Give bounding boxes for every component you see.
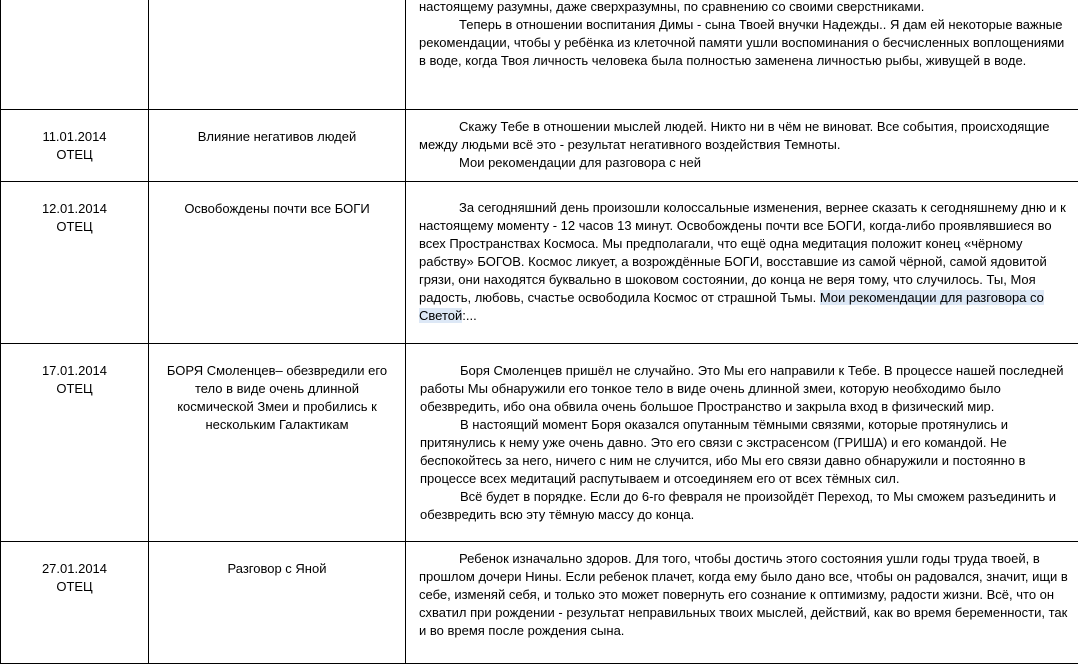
topic-cell [149, 110, 406, 182]
message-paragraph: Боря Смоленцев пришёл не случайно. Это Мы его направили к Тебе. В процессе нашей последней работы Мы обнаружили его тонкое тело в виде очень длинной змеи, которую необходимо было обезвредить, ибо она обвила очень большое Пространство и закрыла вход в физический мир. [420, 362, 1071, 416]
date-text: 27.01.2014 [1, 560, 148, 578]
date-cell [1, 182, 149, 344]
message-cell [406, 0, 1078, 110]
topic-cell [149, 542, 406, 664]
message-paragraph: В настоящий момент Боря оказался опутанным тёмными связями, которые протянулись и притянулись к нему уже очень давно. Это его связи с экстрасенсом (ГРИША) и его командой. Не беспокойтесь за него, ничего с ним не случится, ибо Мы его связи давно обнаружили и постоянно в процессе всех медитаций распутываем и отсоединяем его от всех тёмных сил. [420, 416, 1071, 488]
message-paragraph: Скажу Тебе в отношении мыслей людей. Никто ни в чём не виноват. Все события, происходящие между людьми всё это - результат негативного воздействия Темноты. [419, 118, 1071, 154]
date-text: 12.01.2014 [1, 200, 148, 218]
topic-cell [149, 344, 406, 542]
date-text: 11.01.2014 [1, 128, 148, 146]
message-paragraph: настоящему разумны, даже сверхразумны, по сравнению со своими сверстниками. [419, 0, 1071, 16]
topic-text: Влияние негативов людей [149, 110, 405, 146]
author-text: ОТЕЦ [1, 578, 148, 596]
date-cell [1, 0, 149, 110]
topic-cell [149, 0, 406, 110]
author-text: ОТЕЦ [1, 146, 148, 164]
table-row [1, 0, 1078, 110]
topic-text [149, 0, 405, 16]
date-cell [1, 110, 149, 182]
message-text: За сегодняшний день произошли колоссальные изменения, вернее сказать к сегодняшнему дню и к настоящему моменту - 12 часов 13 минут. Освобождены почти все БОГИ, когда-либо проявлявшиеся во всех Пространствах Космоса. Мы предполагали, что ещё одна медитация положит конец «чёрному рабству» БОГОВ. Космос ликует, а возрождённые БОГИ, восставшие из самой чёрной, самой ядовитой грязи, они находятся буквально в шоковом состоянии, до конца не веря тому, что случилось. Ты, Моя радость, любовь, счастье освободила Космос от страшной Тьмы. [419, 200, 1066, 305]
message-paragraph: Ребенок изначально здоров. Для того, чтобы достичь этого состояния ушли годы труда твоей, в прошлом дочери Нины. Если ребенок плачет, когда ему было дано все, чтобы он радовался, значит, ищи в себе, изменяй себя, и только это может повернуть его сознание к оптимизму, радости жизни. Всё, что он схватил при рождении - результат неправильных твоих мыслей, действий, как во время беременности, так и во время после рождения сына. [419, 550, 1071, 640]
table-row [1, 344, 1078, 542]
topic-cell [149, 182, 406, 344]
table-row [1, 182, 1078, 344]
table-row [1, 542, 1078, 664]
message-paragraph: Всё будет в порядке. Если до 6-го февраля не произойдёт Переход, то Мы сможем разъединить и обезвредить всю эту тёмную массу до конца. [420, 488, 1071, 524]
message-cell [406, 542, 1078, 664]
date-cell [1, 542, 149, 664]
message-paragraph [419, 199, 1071, 325]
date-text: 17.01.2014 [1, 362, 148, 380]
author-text: ОТЕЦ [1, 218, 148, 236]
highlighted-text: Мои рекомендации для разговора со Светой [419, 290, 1044, 323]
message-paragraph: Теперь в отношении воспитания Димы - сына Твоей внучки Надежды.. Я дам ей некоторые важные рекомендации, чтобы у ребёнка из клеточной памяти ушли воспоминания о бесчисленных воплощениями в воде, когда Твоя личность человека была полностью заменена личностью рыбы, живущей в воде. [419, 16, 1071, 70]
message-cell [406, 182, 1078, 344]
date-cell [1, 344, 149, 542]
topic-text: Освобождены почти все БОГИ [149, 182, 405, 218]
message-cell [406, 110, 1078, 182]
author-text: ОТЕЦ [1, 380, 148, 398]
topic-text: Разговор с Яной [149, 542, 405, 578]
table-row [1, 110, 1078, 182]
message-cell [406, 344, 1078, 542]
topic-text: БОРЯ Смоленцев– обезвредили его тело в виде очень длинной космической Змеи и пробились к нескольким Галактикам [149, 344, 405, 434]
message-paragraph: Мои рекомендации для разговора с ней [419, 154, 1071, 172]
message-tail: :... [462, 308, 476, 323]
